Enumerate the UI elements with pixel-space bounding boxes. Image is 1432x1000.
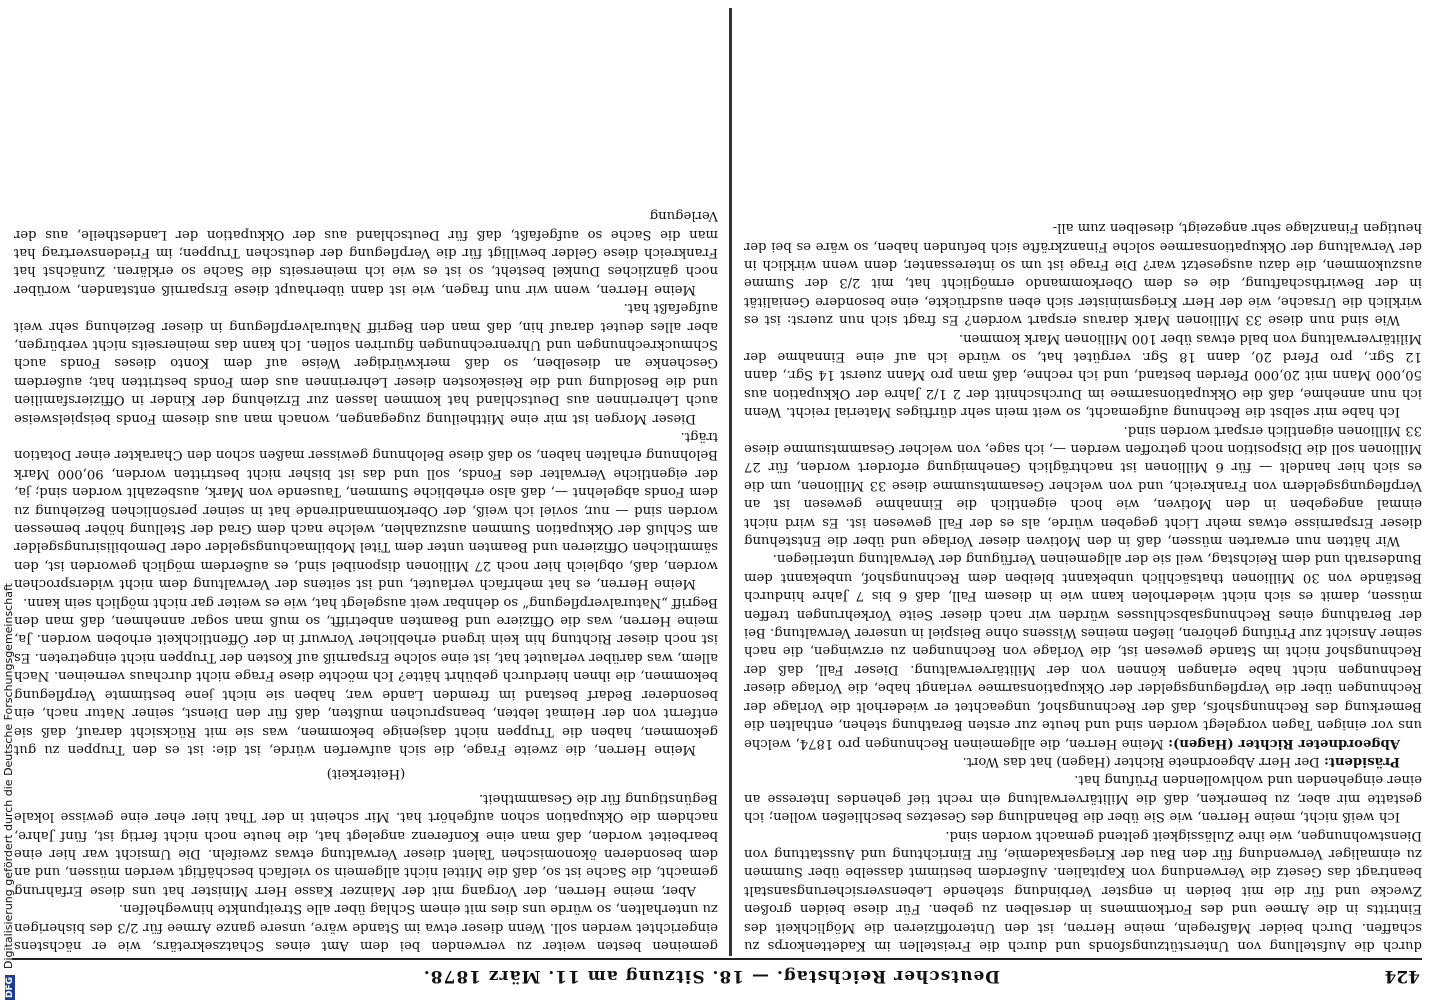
paragraph bbox=[744, 549, 1422, 751]
paragraph: gemeinen besten weiter zu verwenden bei dem Amt eines Schatzsekretärs, wie er nächstens eingerichtet werden soll. Wenn dieser etwa im Stande wäre, unsere ganze Armee für 2/3 des bisherigen zu unterhalten, so würde uns dies mit einem Schlag über alle Streitpunkte hinweghelfen. bbox=[14, 901, 718, 953]
speaker-label: Präsident: bbox=[1323, 753, 1400, 769]
paragraph: Meine Herren, die zweite Frage, die sich aufwerfen würde, ist die: ist es den Truppen zu gut gekommen, haben die Truppen nicht dasjenige bekommen, was sie mit Rücksicht darauf, daß sie entfernt von der Heimat lebten, beanspruchen mußten, daß für den Dienst, seiner Natur nach, ein besonderer Bedarf bestand im fremden Lande war, haben sie nicht jene bestimmte Verpflegung bekommen, die ihnen hierdurch gebührt hätte? Ich möchte diese Frage nicht durchaus verneinen. Nach allem, was darüber verlautet hat, ist eine solche Ersparniß auf Kosten der Truppen nicht eingetreten. Es ist noch dieser Richtung hin kein irgend erheblicher Vorwurf in der Öffentlichkeit erhoben worden. Ja, meine Herren, was die Offiziere und Beamten anbetrifft, so muß man sogar annehmen, daß man den Begriff „Naturalverpflegung“ so dehnbar weit ausgelegt hat, wie es weiter gar nicht möglich sein kann. bbox=[14, 594, 718, 757]
dfg-logo-icon: DFG bbox=[5, 976, 15, 998]
digitization-credit bbox=[2, 400, 15, 1000]
paragraph: Wie sind nun diese 33 Millionen Mark daraus erspart worden? Es fragt sich nun zuerst: ist es wirklich die Ursache, wie der Herr Kriegsminister sich eben ausdrückte, eine besondere Genialität in der Bewirthschaftung, die es dem Oberkommando ermöglicht hat, mit 2/3 der Summe auszukommen, die dazu ausgesetzt war? Die Frage ist um so interessanter, denn wenn wirklich in der Verwaltung der Okkupationsarmee solche Finanzkräfte sich befunden haben, so wäre es bei der heutigen Finanzlage sehr angezeigt, dieselben zum all- bbox=[744, 220, 1422, 328]
page-header bbox=[12, 958, 1420, 988]
paragraph: Ich habe mir selbst die Rechnung aufgemacht, so weit mein sehr dürftiges Material reicht. Wenn ich nun annehme, daß die Okkupationsarmee im Durchschnitt der 2 1/2 Jahre der Okkupation aus 50,000 Mann mit 20,000 Pferden bestand, und ich rechne, daß man pro Mann zuerst 14 Sgr., dann 12 Sgr., pro Pferd 20, dann 18 Sgr. vergütet hat, so würde ich auf eine Einnahme der Militärverwaltung von bald etwas über 100 Millionen Mark kommen. bbox=[744, 330, 1422, 420]
credit-text: Digitalisierung gefördert durch die Deutsche Forschungsgemeinschaft bbox=[2, 583, 15, 969]
paragraph: Dieser Morgen ist mir eine Mittheilung zugegangen, wonach man aus diesem Fonds beispielsweise auch Lehrerinnen aus Deutschland hat kommen lassen zur Erziehung der Kinder in Offiziersfamilien und die Besoldung und die Reisekosten dieser Lehrerinnen aus dem Fonds bestritten hat; außerdem Geschenke an dieselben, so daß merkwürdiger Weise auf dem Konto dieses Fonds auch Schmuckrechnungen und Uhrenrechnungen figuriren sollen. Ich kann das meinerseits nicht verbürgen, aber alles deutet darauf hin, daß man den Begriff Naturalverpflegung in dieser Beziehung sehr weit aufgefaßt hat. bbox=[14, 300, 718, 426]
paragraph bbox=[744, 752, 1422, 770]
interjection: (Heiterkeit) bbox=[326, 766, 406, 782]
speech-text: Der Herr Abgeordnete Richter (Hagen) hat das Wort. bbox=[962, 753, 1320, 769]
paragraph: Aber, meine Herren, der Vorgang mit der Mainzer Kasse Herr Minister hat uns diese Erfahrung gemacht, die Sache ist so, daß die Mittel nicht allgemein so vielfach beschäftigt werden müssen, und an dem besonderen ökonomischen Talent dieser Verwaltung etwas zweifeln. Die Umsicht war hier eine bearbeitet worden, daß man eine Konferenz angelegt hat, die heute noch nicht fertig ist, fünf Jahre, nachdem die Okkupation schon aufgehört hat. Mir scheint in der That hier eher eine gewisse lokale Begünstigung für die Gesammtheit. bbox=[14, 790, 718, 898]
running-title: Deutscher Reichstag. — 18. Sitzung am 11. März 1878. bbox=[422, 966, 1000, 986]
page-number: 424 bbox=[1384, 966, 1420, 986]
paragraph: Wir hätten nun erwarten müssen, daß in den Motiven dieser Vorlage und über die Entstehung dieser Ersparnisse etwas mehr Licht gegeben würde, als es der Fall gewesen ist. Es wird nicht einmal angegeben in den Motiven, wie hoch eigentlich die Einnahme gewesen ist an Verpflegungsgeldern von Frankreich, und von welcher Gesammtsumme diese 33 Millionen, um die es sich hier handelt — für 6 Millionen ist nachträglich Genehmigung erfordert worden, für 27 Millionen soll die Disposition noch getroffen werden —, ich sage, von welcher Gesammtsumme diese 33 Millionen eigentlich erspart worden sind. bbox=[744, 422, 1422, 549]
column-divider bbox=[729, 8, 732, 956]
paragraph: Meine Herren, wenn wir nun fragen, wie ist dann überhaupt diese Ersparniß entstanden, worüber noch gänzliches Dunkel besteht, so ist es wie ich meinerseits die Sache so erklären. Zunächst hat Frankreich diese Gelder bewilligt für die Verpflegung der deutschen Truppen; im Friedensvertrag hat man die Sache so aufgefaßt, daß für Deutschland aus der Okkupation der Landestheile, aus der Verlegung bbox=[14, 208, 718, 297]
header-rule bbox=[12, 958, 1422, 960]
right-column bbox=[14, 8, 718, 954]
paragraph: Meine Herren, es hat mehrfach verlautet, und ist seitens der Verwaltung dem nicht widersprochen worden, daß, obgleich hier noch 27 Millionen disponibel sind, es außerdem möglich geworden ist, den sämmtlichen Offizieren und Beamten unter dem Titel Mobilmachungsgelder oder Demobilisirungsgelder am Schluß der Okkupation Summen auszuzahlen, welche nach dem Grad der Stellung höher bemessen worden sind — nur, soviel ich weiß, der Oberkommandirende hat in seiner persönlichen Beziehung zu dem Fonds abgelehnt —, daß also erhebliche Summen, Tausende von Mark, ausbezahlt worden sind; ja, der eigentliche Verwalter des Fonds, soll und das ist bisher nicht bestritten worden, 90,000 Mark Belohnung erhalten haben, so daß diese Belohnung gewisser maßen schon den Charakter einer Dotation trägt. bbox=[14, 429, 718, 592]
paragraph: durch die Aufstellung von Unterstützungsfonds und durch die Freistellen im Kadettenkorps zu schaffen. Durch beider Maßregeln, meine Herren, ist den Unteroffizieren die Möglichkeit des Eintritts in die Armee und des Fortkommens in derselben zu geben. Für diese beiden großen Zwecke und für die mit beiden in engster Verbindung stehende Lebensversicherungsanstalt beantragt das Gesetz die Verwendung von Kapitalien. Außerdem bestimmt dasselbe über Summen zu einmaliger Verwendung für den Bau der Kriegsakademie, für Einrichtung und Ausstattung von Dienstwohnungen, wie ihre Zulässigkeit geltend gemacht worden sind. bbox=[744, 827, 1422, 953]
paragraph: Ich weiß nicht, meine Herren, wie Sie über die Behandlung des Gesetzes beschließen wollen; ich gestatte mir aber, zu bemerken, daß die Militärverwaltung ein recht tief gehendes Interesse an einer eingehenden und wohlwollenden Prüfung hat. bbox=[744, 772, 1422, 825]
left-column bbox=[744, 8, 1422, 954]
speaker-label: Abgeordneter Richter (Hagen): bbox=[1168, 735, 1400, 751]
speech-text: Meine Herren, die allgemeinen Rechnungen pro 1874, welche uns vor einigen Tagen vorgelegt worden sind und heute zur ersten Berathung stehen, enthalten die Bemerkung des Rechnungshofs, daß der Rechnungshof, ungeachtet er wiederholt die Vorlage der Rechnungen über die Verpflegungsgelder der Okkupationsarmee verlangt habe, die Vorlage dieser Rechnungen nicht habe erlangen können von der Militärverwaltung. Dieser Fall, daß der Rechnungshof nicht im Stande gewesen ist, die Vorlage von Rechnungen zu erzwingen, die nach seiner Ansicht zur Prüfung gehören, ließen meines Wissens ohne Beispiel in unserer Verwaltung. Bei der Berathung eines Rechnungsabschlusses würden wir nach dieser Seite Vorkehrungen treffen müssen, damit es sich nicht wiederholen kann wie in diesem Fall, daß 6 bis 7 Jahre hindurch Bestände von 30 Millionen thatsächlich unbekannt bleiben dem Rechnungshof, unbekannt dem Bundesrath und dem Reichstag, weil sie der allgemeinen Verfügung der Verwaltung unterliegen. bbox=[744, 551, 1422, 751]
